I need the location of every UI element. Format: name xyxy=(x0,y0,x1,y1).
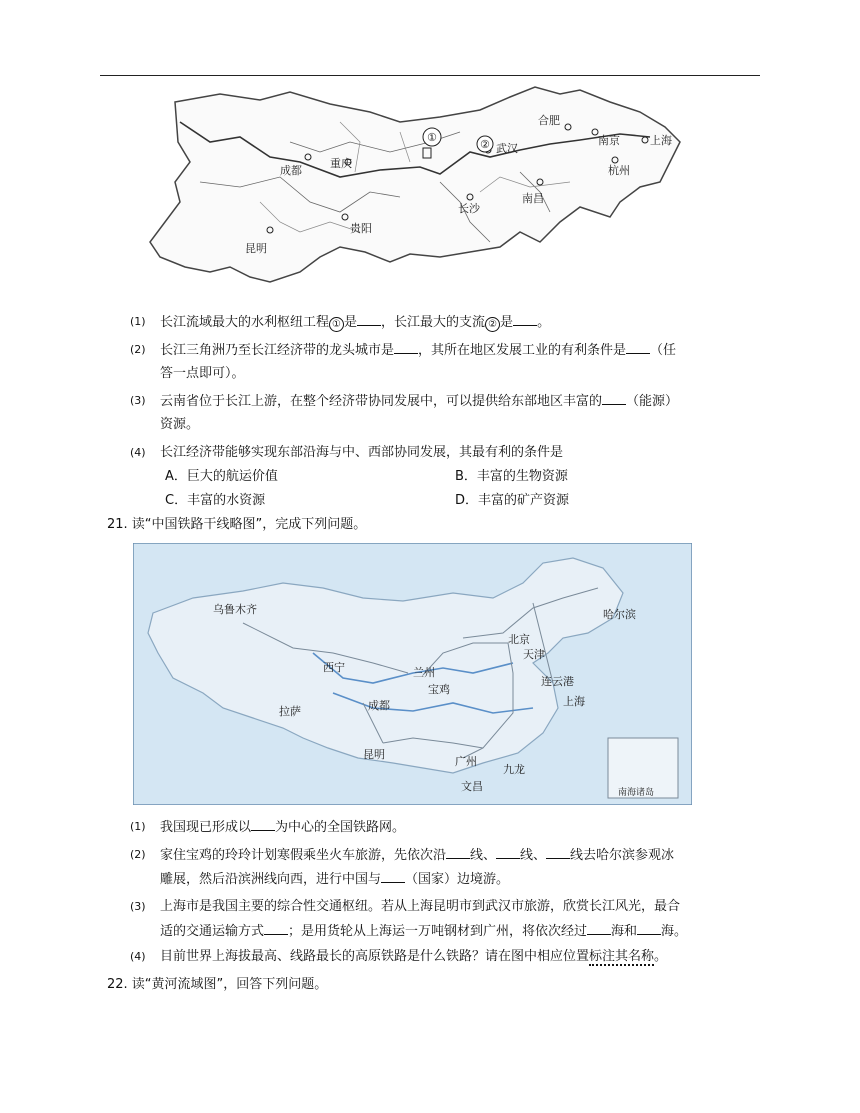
q20-2-text-cont: 答一点即可）。 xyxy=(160,366,245,381)
q20-1-number: (1) xyxy=(130,315,146,328)
svg-text:乌鲁木齐: 乌鲁木齐 xyxy=(213,603,257,616)
svg-text:兰州: 兰州 xyxy=(413,666,435,679)
answer-blank[interactable] xyxy=(264,921,288,935)
svg-text:北京: 北京 xyxy=(508,633,530,646)
answer-blank[interactable] xyxy=(602,391,626,405)
svg-text:成都: 成都 xyxy=(368,699,390,712)
svg-text:广州: 广州 xyxy=(455,755,477,768)
svg-text:昆明: 昆明 xyxy=(363,748,385,761)
yangtze-basin-map xyxy=(140,82,710,290)
svg-text:九龙: 九龙 xyxy=(503,763,525,776)
answer-blank[interactable] xyxy=(381,869,405,883)
svg-text:上海: 上海 xyxy=(650,134,672,147)
emphasis-text: 标注其名称 xyxy=(589,949,655,964)
q21-4-number: (4) xyxy=(130,950,146,963)
answer-blank[interactable] xyxy=(394,340,418,354)
q20-1-text: 长江流域最大的水利枢纽工程 ① 是 ，长江最大的支流 ② 是 。 xyxy=(160,312,550,333)
answer-blank[interactable] xyxy=(446,845,470,859)
svg-text:南京: 南京 xyxy=(598,134,620,147)
answer-blank[interactable] xyxy=(626,340,650,354)
svg-text:南海诸岛: 南海诸岛 xyxy=(618,788,655,798)
answer-blank[interactable] xyxy=(496,845,520,859)
svg-text:昆明: 昆明 xyxy=(245,242,267,255)
q21-2-number: (2) xyxy=(130,848,146,861)
svg-text:合肥: 合肥 xyxy=(538,114,560,127)
svg-text:连云港: 连云港 xyxy=(541,675,574,688)
answer-blank[interactable] xyxy=(637,921,661,935)
svg-text:②: ② xyxy=(480,138,490,151)
option-b[interactable]: B．丰富的生物资源 xyxy=(455,469,568,484)
svg-text:成都: 成都 xyxy=(280,164,302,177)
q22-title: 22. 读“黄河流域图”，回答下列问题。 xyxy=(107,977,328,992)
q21-3-number: (3) xyxy=(130,900,146,913)
svg-text:拉萨: 拉萨 xyxy=(279,705,301,718)
svg-text:宝鸡: 宝鸡 xyxy=(428,683,450,696)
q20-3-number: (3) xyxy=(130,394,146,407)
svg-text:①: ① xyxy=(427,131,437,144)
top-rule xyxy=(100,75,760,76)
answer-blank[interactable] xyxy=(546,845,570,859)
svg-text:西宁: 西宁 xyxy=(323,661,345,674)
q21-3-text-cont: 适的交通运输方式 ；是用货轮从上海运一万吨钢材到广州，将依次经过 海和 海。 xyxy=(160,921,687,942)
option-a[interactable]: A．巨大的航运价值 xyxy=(165,469,278,484)
q21-4-text: 目前世界上海拔最高、线路最长的高原铁路是什么铁路？请在图中相应位置标注其名称。 xyxy=(160,949,668,964)
q20-4-number: (4) xyxy=(130,446,146,459)
q21-3-text: 上海市是我国主要的综合性交通枢纽。若从上海昆明市到武汉市旅游，欣赏长江风光，最合 xyxy=(160,899,681,914)
svg-text:南昌: 南昌 xyxy=(522,192,544,205)
q21-1-text: 我国现已形成以 为中心的全国铁路网。 xyxy=(160,817,405,838)
answer-blank[interactable] xyxy=(251,817,275,831)
q20-3-text: 云南省位于长江上游，在整个经济带协同发展中，可以提供给东部地区丰富的 （能源） xyxy=(160,391,678,412)
svg-text:文昌: 文昌 xyxy=(461,780,483,793)
option-d[interactable]: D．丰富的矿产资源 xyxy=(455,493,570,508)
answer-blank[interactable] xyxy=(513,312,537,326)
svg-text:武汉: 武汉 xyxy=(496,142,518,155)
answer-blank[interactable] xyxy=(357,312,381,326)
svg-text:天津: 天津 xyxy=(523,648,545,661)
q20-3-text-cont: 资源。 xyxy=(160,417,200,432)
q21-1-number: (1) xyxy=(130,820,146,833)
svg-text:贵阳: 贵阳 xyxy=(350,222,372,235)
svg-text:长沙: 长沙 xyxy=(458,202,480,215)
svg-text:上海: 上海 xyxy=(563,695,585,708)
q20-2-text: 长江三角洲乃至长江经济带的龙头城市是 ，其所在地区发展工业的有利条件是 （任 xyxy=(160,340,676,361)
q21-2-text-cont: 雕展，然后沿滨洲线向西，进行中国与 （国家）边境游。 xyxy=(160,869,509,890)
q20-4-text: 长江经济带能够实现东部沿海与中、西部协同发展，其最有利的条件是 xyxy=(160,445,564,460)
option-c[interactable]: C．丰富的水资源 xyxy=(165,493,266,508)
svg-text:重庆: 重庆 xyxy=(330,157,352,170)
q21-2-text: 家住宝鸡的玲玲计划寒假乘坐火车旅游，先依次沿 线、 线、 线去哈尔滨参观冰 xyxy=(160,845,674,866)
answer-blank[interactable] xyxy=(587,921,611,935)
q20-2-number: (2) xyxy=(130,343,146,356)
china-railway-map xyxy=(133,543,692,805)
svg-text:杭州: 杭州 xyxy=(608,164,630,177)
q21-title: 21. 读“中国铁路干线略图”，完成下列问题。 xyxy=(107,517,367,532)
svg-text:哈尔滨: 哈尔滨 xyxy=(603,608,636,621)
